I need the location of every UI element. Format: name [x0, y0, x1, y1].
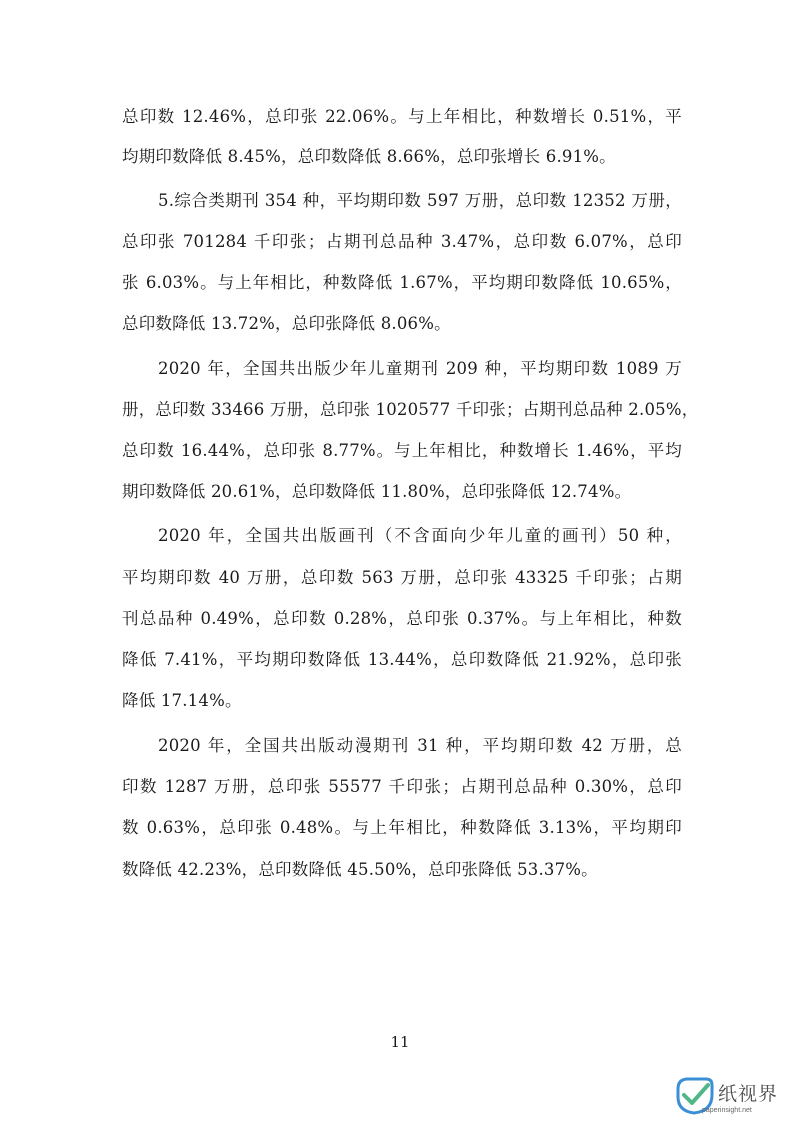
paragraph-line: 5.综合类期刊 354 种，平均期印数 597 万册，总印数 12352 万册，	[158, 191, 682, 210]
paragraph-line: 数降低 42.23%，总印数降低 45.50%，总印张降低 53.37%。	[122, 860, 598, 879]
paragraph-line: 2020 年，全国共出版动漫期刊 31 种，平均期印数 42 万册，总	[158, 736, 682, 755]
paragraph-line: 2020 年，全国共出版少年儿童期刊 209 种，平均期印数 1089 万	[158, 359, 682, 378]
page-number: 11	[390, 1033, 410, 1051]
watermark	[672, 1065, 792, 1125]
paragraph-line: 均期印数降低 8.45%，总印数降低 8.66%，总印张增长 6.91%。	[122, 147, 616, 166]
paragraph-line: 总印数降低 13.72%，总印张降低 8.06%。	[122, 314, 451, 333]
watermark-brand: 纸视界	[718, 1083, 779, 1105]
paragraph-line: 2020 年，全国共出版画刊（不含面向少年儿童的画刊）50 种，	[158, 526, 682, 545]
paragraph-line: 册，总印数 33466 万册，总印张 1020577 千印张；占期刊总品种 2.05%，	[122, 400, 699, 419]
paragraph-line: 印数 1287 万册，总印张 55577 千印张；占期刊总品种 0.30%，总印	[122, 777, 682, 796]
paragraph-line: 平均期印数 40 万册，总印数 563 万册，总印张 43325 千印张；占期	[122, 568, 682, 587]
paragraph-line: 总印数 12.46%，总印张 22.06%。与上年相比，种数增长 0.51%，平	[122, 107, 682, 126]
paragraph-line: 刊总品种 0.49%，总印数 0.28%，总印张 0.37%。与上年相比，种数	[122, 609, 682, 628]
paragraph-line: 期印数降低 20.61%，总印数降低 11.80%，总印张降低 12.74%。	[122, 482, 632, 501]
paragraph-line: 降低 17.14%。	[122, 691, 242, 710]
paragraph-line: 总印数 16.44%，总印张 8.77%。与上年相比，种数增长 1.46%，平均	[122, 441, 682, 460]
paragraph-line: 数 0.63%，总印张 0.48%。与上年相比，种数降低 3.13%，平均期印	[122, 818, 682, 837]
paragraph-line: 降低 7.41%，平均期印数降低 13.44%，总印数降低 21.92%，总印张	[122, 650, 682, 669]
paragraph-line: 张 6.03%。与上年相比，种数降低 1.67%，平均期印数降低 10.65%，	[122, 273, 682, 292]
watermark-url: paperinsight.net	[702, 1107, 752, 1114]
paragraph-line: 总印张 701284 千印张；占期刊总品种 3.47%，总印数 6.07%，总印	[122, 232, 682, 251]
